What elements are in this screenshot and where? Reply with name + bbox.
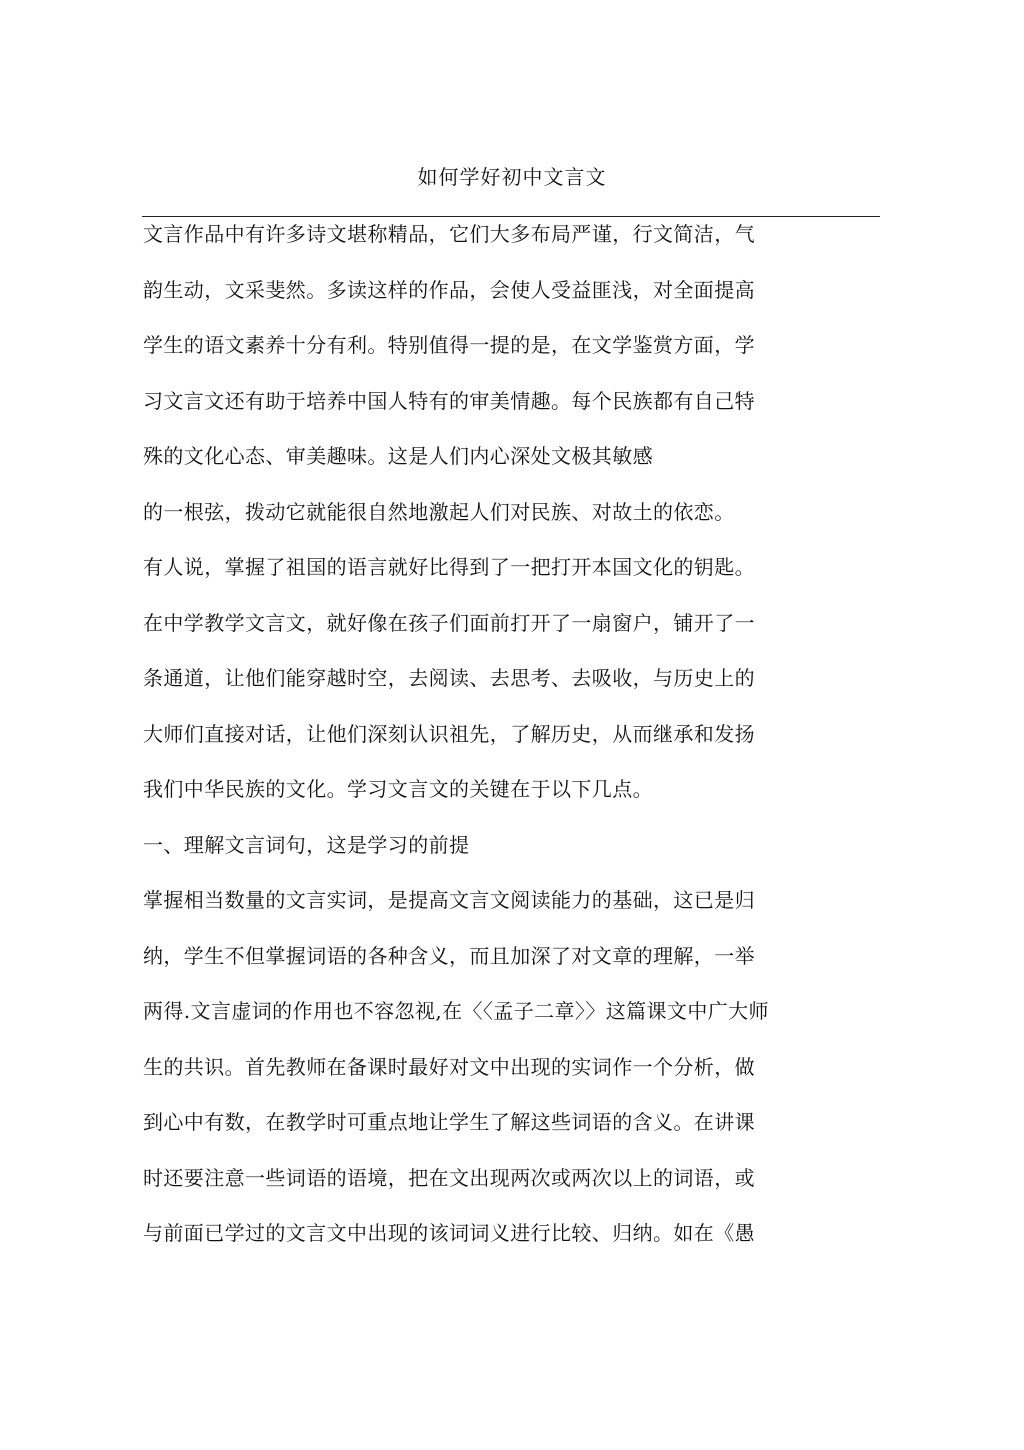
text-line: 韵生动，文采斐然。多读这样的作品，会使人受益匪浅，对全面提高 <box>143 277 755 302</box>
text-line: 与前面已学过的文言文中出现的该词词义进行比较、归纳。如在《愚 <box>143 1221 755 1245</box>
text-line: 的一根弦，拨动它就能很自然地激起人们对民族、对故土的依恋。 <box>143 499 735 524</box>
text-line: 有人说，掌握了祖国的语言就好比得到了一把打开本国文化的钥匙。 <box>143 555 755 579</box>
text-line: 两得.文言虚词的作用也不容忽视,在〈〈孟子二章〉〉这篇课文中广大师 <box>143 999 769 1023</box>
text-line: 习文言文还有助于培养中国人特有的审美情趣。每个民族都有自己特 <box>143 388 755 413</box>
body-text <box>143 218 863 1273</box>
text-line: 文言作品中有许多诗文堪称精品，它们大多布局严谨，行文简洁，气 <box>143 222 755 246</box>
text-line: 纳，学生不但掌握词语的各种含义，而且加深了对文章的理解，一举 <box>143 943 755 968</box>
text-line: 我们中华民族的文化。学习文言文的关键在于以下几点。 <box>143 777 653 801</box>
text-line: 到心中有数，在教学时可重点地让学生了解这些词语的含义。在讲课 <box>143 1110 755 1134</box>
title-divider <box>142 216 880 217</box>
document-title: 如何学好初中文言文 <box>417 165 607 189</box>
text-line: 学生的语文素养十分有利。特别值得一提的是，在文学鉴赏方面，学 <box>143 333 755 357</box>
text-line: 在中学教学文言文，就好像在孩子们面前打开了一扇窗户，铺开了一 <box>143 610 755 635</box>
text-line: 掌握相当数量的文言实词，是提高文言文阅读能力的基础，这已是归 <box>143 888 755 912</box>
text-line: 时还要注意一些词语的语境，把在文出现两次或两次以上的词语，或 <box>143 1165 755 1190</box>
text-line: 大师们直接对话，让他们深刻认识祖先，了解历史，从而继承和发扬 <box>143 721 755 746</box>
section-heading: 一、理解文言词句，这是学习的前提 <box>143 832 470 857</box>
text-line: 生的共识。首先教师在备课时最好对文中出现的实词作一个分析，做 <box>143 1054 755 1079</box>
text-line: 条通道，让他们能穿越时空，去阅读、去思考、去吸收，与历史上的 <box>143 666 755 690</box>
text-line: 殊的文化心态、审美趣味。这是人们内心深处文极其敏感 <box>143 444 653 468</box>
